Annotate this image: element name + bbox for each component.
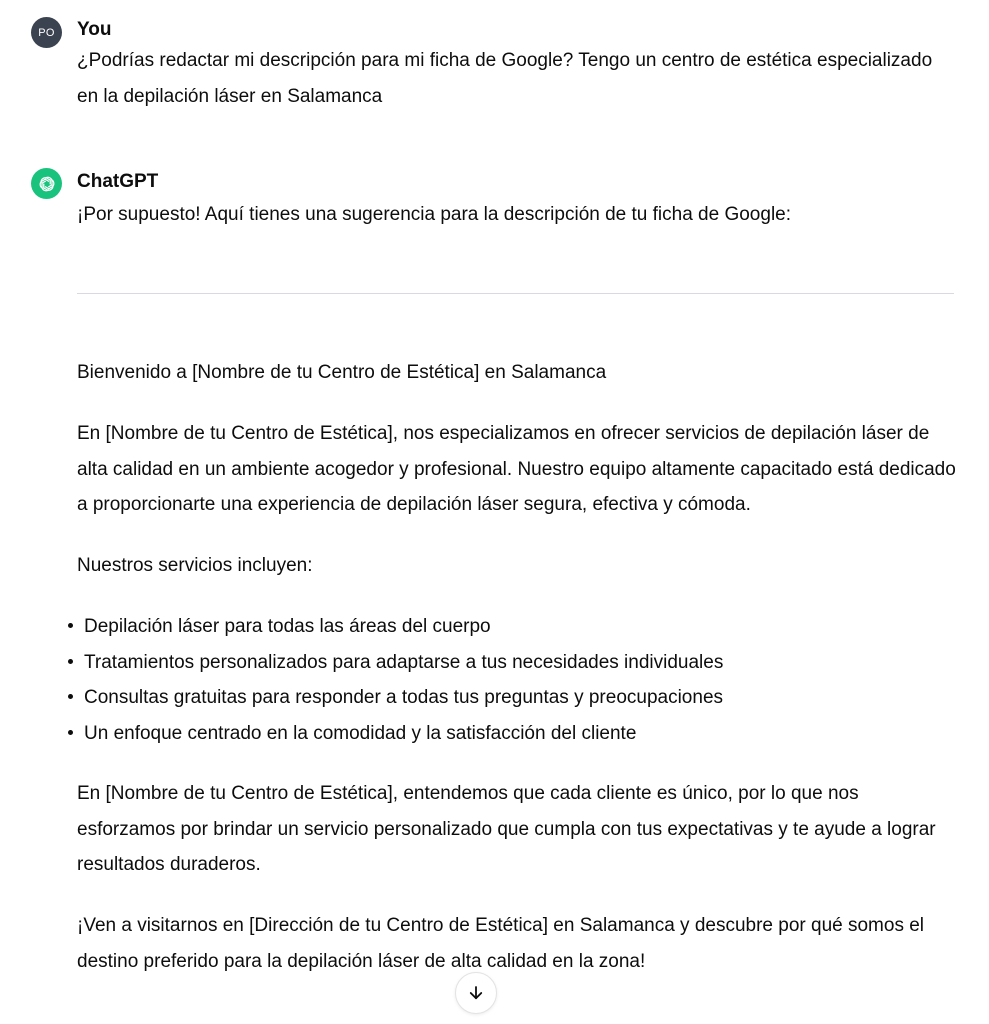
- description-paragraph-2: En [Nombre de tu Centro de Estética], entendemos que cada cliente es único, por lo que nos esforzamos por brindar un servicio personalizado que cumpla con tus expectativas y te ayude a lograr resultados duraderos.: [77, 783, 936, 875]
- description-heading: Bienvenido a [Nombre de tu Centro de Estética] en Salamanca: [77, 362, 607, 383]
- service-item-text: Un enfoque centrado en la comodidad y la satisfacción del cliente: [84, 722, 637, 744]
- arrow-down-icon: [467, 984, 485, 1002]
- openai-logo-icon: [37, 174, 57, 194]
- bullet-icon: [68, 730, 73, 735]
- bullet-icon: [68, 659, 73, 664]
- services-label: Nuestros servicios incluyen:: [77, 555, 313, 576]
- scroll-to-bottom-button[interactable]: [455, 972, 497, 1014]
- bullet-icon: [68, 623, 73, 628]
- service-item-text: Consultas gratuitas para responder a todas tus preguntas y preocupaciones: [84, 687, 724, 708]
- list-item: [60, 645, 723, 681]
- user-message-text: ¿Podrías redactar mi descripción para mi ficha de Google? Tengo un centro de estética especializado en la depilación láser en Salamanca: [77, 50, 933, 107]
- list-item: [60, 716, 723, 752]
- description-paragraph-1: En [Nombre de tu Centro de Estética], nos especializamos en ofrecer servicios de depilación láser de alta calidad en un ambiente acogedor y profesional. Nuestro equipo altamente capacitado está dedicado a proporcionarte una experiencia de depilación láser segura, efectiva y cómoda.: [77, 423, 956, 515]
- assistant-author-name: ChatGPT: [77, 171, 159, 192]
- list-item: [60, 609, 723, 645]
- assistant-intro-text: ¡Por supuesto! Aquí tienes una sugerencia para la descripción de tu ficha de Google:: [77, 204, 792, 225]
- services-list: [60, 609, 723, 751]
- content-divider: [77, 293, 954, 294]
- assistant-avatar: [31, 168, 62, 199]
- bullet-icon: [68, 694, 73, 699]
- list-item: [60, 680, 723, 716]
- service-item-text: Depilación láser para todas las áreas del cuerpo: [84, 616, 491, 637]
- user-author-name: You: [77, 19, 112, 40]
- user-avatar-initials: PO: [38, 26, 55, 39]
- service-item-text: Tratamientos personalizados para adaptarse a tus necesidades individuales: [84, 651, 724, 673]
- description-paragraph-3: ¡Ven a visitarnos en [Dirección de tu Centro de Estética] en Salamanca y descubre por qué somos el destino preferido para la depilación láser de alta calidad en la zona!: [77, 915, 925, 972]
- user-avatar: [31, 17, 62, 48]
